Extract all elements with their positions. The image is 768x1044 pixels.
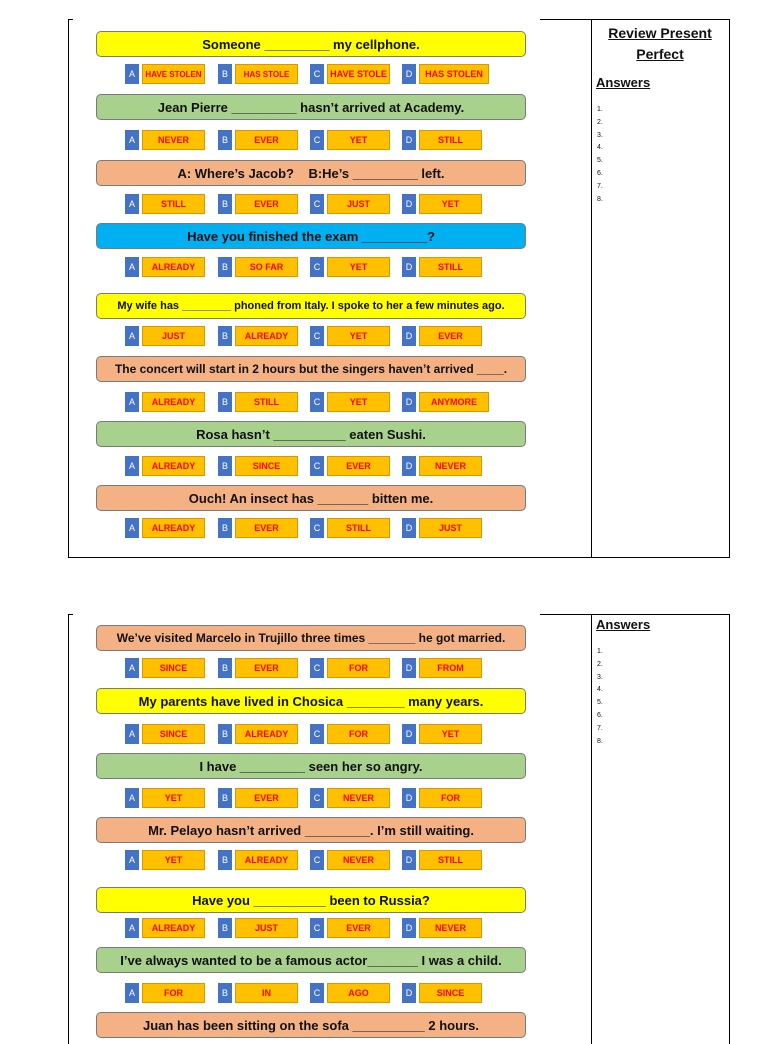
option-text: ALREADY bbox=[142, 918, 205, 938]
option-d[interactable] bbox=[402, 518, 482, 538]
option-b[interactable] bbox=[218, 724, 298, 744]
option-d[interactable] bbox=[402, 983, 482, 1003]
option-letter: B bbox=[218, 788, 232, 808]
option-text: SO FAR bbox=[235, 257, 298, 277]
option-b[interactable] bbox=[218, 392, 298, 412]
option-d[interactable] bbox=[402, 850, 482, 870]
option-b[interactable] bbox=[218, 518, 298, 538]
frame-line bbox=[68, 557, 730, 558]
option-c[interactable] bbox=[310, 130, 390, 150]
option-c[interactable] bbox=[310, 326, 390, 346]
question-box bbox=[96, 688, 526, 714]
answer-list bbox=[597, 104, 729, 206]
option-text: EVER bbox=[327, 918, 390, 938]
worksheet-1 bbox=[68, 19, 730, 558]
question-box bbox=[96, 625, 526, 651]
option-letter: D bbox=[402, 456, 416, 476]
option-text: JUST bbox=[235, 918, 298, 938]
option-text: EVER bbox=[235, 658, 298, 678]
option-text: FOR bbox=[327, 658, 390, 678]
option-text: EVER bbox=[419, 326, 482, 346]
option-text: JUST bbox=[142, 326, 205, 346]
option-letter: C bbox=[310, 64, 324, 84]
option-a[interactable] bbox=[125, 724, 205, 744]
option-c[interactable] bbox=[310, 724, 390, 744]
option-letter: C bbox=[310, 194, 324, 214]
answer-number[interactable]: 3. bbox=[597, 131, 603, 139]
option-text: NEVER bbox=[419, 918, 482, 938]
option-text: FOR bbox=[419, 788, 482, 808]
option-a[interactable] bbox=[125, 257, 205, 277]
option-a[interactable] bbox=[125, 658, 205, 678]
option-letter: A bbox=[125, 918, 139, 938]
question-text: Jean Pierre _________ hasn’t arrived at Academy. bbox=[157, 99, 465, 115]
option-letter: B bbox=[218, 724, 232, 744]
worksheet-title: Review Present Perfect bbox=[608, 25, 712, 62]
frame-line bbox=[68, 614, 73, 615]
option-letter: C bbox=[310, 983, 324, 1003]
question-text: I have _________ seen her so angry. bbox=[199, 758, 423, 774]
option-b[interactable] bbox=[218, 788, 298, 808]
question-box bbox=[96, 356, 526, 382]
option-letter: C bbox=[310, 518, 324, 538]
option-text: FOR bbox=[327, 724, 390, 744]
option-letter: C bbox=[310, 130, 324, 150]
option-a[interactable] bbox=[125, 194, 205, 214]
option-text: YET bbox=[327, 130, 390, 150]
option-d[interactable] bbox=[402, 257, 482, 277]
option-c[interactable] bbox=[310, 64, 390, 84]
question-box bbox=[96, 1012, 526, 1038]
question-box bbox=[96, 817, 526, 843]
option-letter: B bbox=[218, 983, 232, 1003]
option-letter: B bbox=[218, 130, 232, 150]
frame-line bbox=[68, 19, 69, 558]
option-letter: B bbox=[218, 64, 232, 84]
option-letter: A bbox=[125, 194, 139, 214]
option-d[interactable] bbox=[402, 658, 482, 678]
question-text: The concert will start in 2 hours but the singers haven’t arrived ____. bbox=[114, 362, 508, 376]
option-b[interactable] bbox=[218, 64, 298, 84]
option-letter: B bbox=[218, 392, 232, 412]
option-text: STILL bbox=[142, 194, 205, 214]
answer-number[interactable]: 6. bbox=[597, 169, 603, 177]
option-text: YET bbox=[327, 257, 390, 277]
option-text: STILL bbox=[419, 257, 482, 277]
answer-number[interactable]: 7. bbox=[597, 724, 603, 732]
answer-list bbox=[597, 646, 729, 748]
option-d[interactable] bbox=[402, 130, 482, 150]
option-text: FROM bbox=[419, 658, 482, 678]
option-c[interactable] bbox=[310, 658, 390, 678]
answer-number[interactable]: 6. bbox=[597, 711, 603, 719]
option-letter: A bbox=[125, 326, 139, 346]
option-letter: A bbox=[125, 983, 139, 1003]
option-text: NEVER bbox=[419, 456, 482, 476]
option-text: ALREADY bbox=[142, 518, 205, 538]
option-a[interactable] bbox=[125, 850, 205, 870]
answer-number[interactable]: 2. bbox=[597, 660, 603, 668]
question-box bbox=[96, 293, 526, 319]
option-b[interactable] bbox=[218, 850, 298, 870]
option-letter: B bbox=[218, 326, 232, 346]
option-b[interactable] bbox=[218, 456, 298, 476]
option-a[interactable] bbox=[125, 326, 205, 346]
option-text: SINCE bbox=[419, 983, 482, 1003]
option-c[interactable] bbox=[310, 918, 390, 938]
question-text: Rosa hasn’t __________ eaten Sushi. bbox=[196, 426, 426, 442]
option-letter: D bbox=[402, 918, 416, 938]
option-letter: A bbox=[125, 64, 139, 84]
option-letter: B bbox=[218, 518, 232, 538]
option-text: JUST bbox=[327, 194, 390, 214]
option-letter: B bbox=[218, 456, 232, 476]
question-text: Mr. Pelayo hasn’t arrived _________. I’m still waiting. bbox=[148, 822, 474, 838]
option-b[interactable] bbox=[218, 130, 298, 150]
option-text: ALREADY bbox=[142, 257, 205, 277]
option-text: NEVER bbox=[142, 130, 205, 150]
answer-number[interactable]: 3. bbox=[597, 673, 603, 681]
option-letter: C bbox=[310, 326, 324, 346]
option-text: SINCE bbox=[235, 456, 298, 476]
option-letter: A bbox=[125, 724, 139, 744]
question-box bbox=[96, 160, 526, 186]
option-a[interactable] bbox=[125, 456, 205, 476]
option-letter: C bbox=[310, 850, 324, 870]
option-letter: C bbox=[310, 392, 324, 412]
option-text: AGO bbox=[327, 983, 390, 1003]
option-text: HAVE STOLEN bbox=[142, 64, 205, 84]
answer-number[interactable]: 8. bbox=[597, 195, 603, 203]
option-letter: C bbox=[310, 658, 324, 678]
option-text: STILL bbox=[235, 392, 298, 412]
option-text: ALREADY bbox=[235, 850, 298, 870]
option-letter: D bbox=[402, 658, 416, 678]
option-letter: A bbox=[125, 456, 139, 476]
option-b[interactable] bbox=[218, 257, 298, 277]
option-text: SINCE bbox=[142, 724, 205, 744]
option-a[interactable] bbox=[125, 130, 205, 150]
option-a[interactable] bbox=[125, 64, 205, 84]
option-b[interactable] bbox=[218, 983, 298, 1003]
option-letter: D bbox=[402, 850, 416, 870]
answers-label: Answers bbox=[596, 75, 651, 90]
option-text: YET bbox=[327, 326, 390, 346]
option-letter: B bbox=[218, 850, 232, 870]
option-text: ALREADY bbox=[235, 326, 298, 346]
option-d[interactable] bbox=[402, 724, 482, 744]
option-c[interactable] bbox=[310, 257, 390, 277]
option-letter: B bbox=[218, 194, 232, 214]
option-letter: B bbox=[218, 257, 232, 277]
option-text: EVER bbox=[235, 130, 298, 150]
option-letter: D bbox=[402, 194, 416, 214]
option-letter: A bbox=[125, 392, 139, 412]
answer-number[interactable]: 4. bbox=[597, 144, 603, 152]
option-c[interactable] bbox=[310, 850, 390, 870]
option-letter: A bbox=[125, 788, 139, 808]
question-text: My wife has ________ phoned from Italy. I spoke to her a few minutes ago. bbox=[117, 300, 505, 312]
option-text: STILL bbox=[419, 130, 482, 150]
option-letter: C bbox=[310, 456, 324, 476]
answer-number[interactable]: 1. bbox=[597, 106, 603, 113]
option-c[interactable] bbox=[310, 788, 390, 808]
option-text: YET bbox=[327, 392, 390, 412]
answers-column bbox=[592, 614, 729, 748]
option-letter: D bbox=[402, 257, 416, 277]
option-d[interactable] bbox=[402, 456, 482, 476]
question-text: Juan has been sitting on the sofa __________ 2 hours. bbox=[143, 1017, 479, 1033]
option-c[interactable] bbox=[310, 518, 390, 538]
option-text: YET bbox=[142, 788, 205, 808]
answer-number[interactable]: 5. bbox=[597, 699, 603, 707]
option-text: EVER bbox=[327, 456, 390, 476]
answer-number[interactable]: 4. bbox=[597, 686, 603, 694]
option-text: ALREADY bbox=[235, 724, 298, 744]
option-letter: C bbox=[310, 788, 324, 808]
answers-label: Answers bbox=[596, 617, 651, 632]
option-text: ALREADY bbox=[142, 392, 205, 412]
question-box bbox=[96, 31, 526, 57]
question-box bbox=[96, 753, 526, 779]
option-b[interactable] bbox=[218, 918, 298, 938]
option-text: NEVER bbox=[327, 850, 390, 870]
option-text: STILL bbox=[327, 518, 390, 538]
option-letter: D bbox=[402, 788, 416, 808]
option-text: YET bbox=[142, 850, 205, 870]
option-d[interactable] bbox=[402, 918, 482, 938]
question-text: I’ve always wanted to be a famous actor_______ I was a child. bbox=[120, 952, 502, 968]
option-letter: A bbox=[125, 518, 139, 538]
option-letter: A bbox=[125, 257, 139, 277]
option-text: EVER bbox=[235, 788, 298, 808]
option-letter: D bbox=[402, 392, 416, 412]
option-text: IN bbox=[235, 983, 298, 1003]
option-text: ANYMORE bbox=[419, 392, 489, 412]
option-letter: D bbox=[402, 983, 416, 1003]
option-a[interactable] bbox=[125, 518, 205, 538]
option-text: YET bbox=[419, 724, 482, 744]
option-b[interactable] bbox=[218, 326, 298, 346]
option-a[interactable] bbox=[125, 788, 205, 808]
option-text: EVER bbox=[235, 194, 298, 214]
answer-number[interactable]: 8. bbox=[597, 737, 603, 745]
option-text: YET bbox=[419, 194, 482, 214]
answers-column bbox=[592, 19, 729, 206]
question-box bbox=[96, 485, 526, 511]
worksheet-2 bbox=[68, 614, 730, 1044]
option-letter: D bbox=[402, 518, 416, 538]
option-text: HAS STOLEN bbox=[419, 64, 489, 84]
answer-number[interactable]: 5. bbox=[597, 157, 603, 165]
question-text: We’ve visited Marcelo in Trujillo three times _______ he got married. bbox=[116, 631, 506, 645]
frame-line bbox=[68, 614, 69, 1044]
answer-number[interactable]: 7. bbox=[597, 182, 603, 190]
option-d[interactable] bbox=[402, 64, 489, 84]
question-box bbox=[96, 421, 526, 447]
option-letter: D bbox=[402, 130, 416, 150]
option-text: HAVE STOLE bbox=[327, 64, 390, 84]
question-box bbox=[96, 887, 526, 913]
option-text: EVER bbox=[235, 518, 298, 538]
option-letter: D bbox=[402, 724, 416, 744]
frame-line bbox=[68, 19, 73, 20]
option-c[interactable] bbox=[310, 194, 390, 214]
option-text: HAS STOLE bbox=[235, 64, 298, 84]
answer-number[interactable]: 2. bbox=[597, 118, 603, 126]
frame-line bbox=[729, 19, 730, 558]
answer-number[interactable]: 1. bbox=[597, 648, 603, 655]
option-d[interactable] bbox=[402, 194, 482, 214]
option-letter: B bbox=[218, 918, 232, 938]
option-c[interactable] bbox=[310, 456, 390, 476]
question-text: Have you __________ been to Russia? bbox=[192, 892, 430, 908]
option-letter: B bbox=[218, 658, 232, 678]
question-box bbox=[96, 94, 526, 120]
option-letter: D bbox=[402, 64, 416, 84]
option-text: FOR bbox=[142, 983, 205, 1003]
option-a[interactable] bbox=[125, 392, 205, 412]
option-letter: A bbox=[125, 850, 139, 870]
question-box bbox=[96, 223, 526, 249]
option-text: STILL bbox=[419, 850, 482, 870]
option-letter: C bbox=[310, 918, 324, 938]
question-box bbox=[96, 947, 526, 973]
option-c[interactable] bbox=[310, 983, 390, 1003]
frame-line bbox=[729, 614, 730, 1044]
option-text: JUST bbox=[419, 518, 482, 538]
option-d[interactable] bbox=[402, 788, 482, 808]
option-letter: A bbox=[125, 658, 139, 678]
option-text: NEVER bbox=[327, 788, 390, 808]
option-text: ALREADY bbox=[142, 456, 205, 476]
question-text: A: Where’s Jacob? B:He’s _________ left. bbox=[177, 165, 445, 181]
option-a[interactable] bbox=[125, 918, 205, 938]
option-b[interactable] bbox=[218, 658, 298, 678]
option-letter: C bbox=[310, 724, 324, 744]
option-d[interactable] bbox=[402, 392, 489, 412]
option-text: SINCE bbox=[142, 658, 205, 678]
option-letter: C bbox=[310, 257, 324, 277]
option-letter: D bbox=[402, 326, 416, 346]
option-d[interactable] bbox=[402, 326, 482, 346]
option-c[interactable] bbox=[310, 392, 390, 412]
question-text: My parents have lived in Chosica ________ many years. bbox=[138, 693, 484, 709]
option-b[interactable] bbox=[218, 194, 298, 214]
option-letter: A bbox=[125, 130, 139, 150]
option-a[interactable] bbox=[125, 983, 205, 1003]
question-text: Have you finished the exam _________? bbox=[187, 228, 435, 244]
question-text: Someone _________ my cellphone. bbox=[202, 36, 420, 52]
question-text: Ouch! An insect has _______ bitten me. bbox=[188, 490, 434, 506]
